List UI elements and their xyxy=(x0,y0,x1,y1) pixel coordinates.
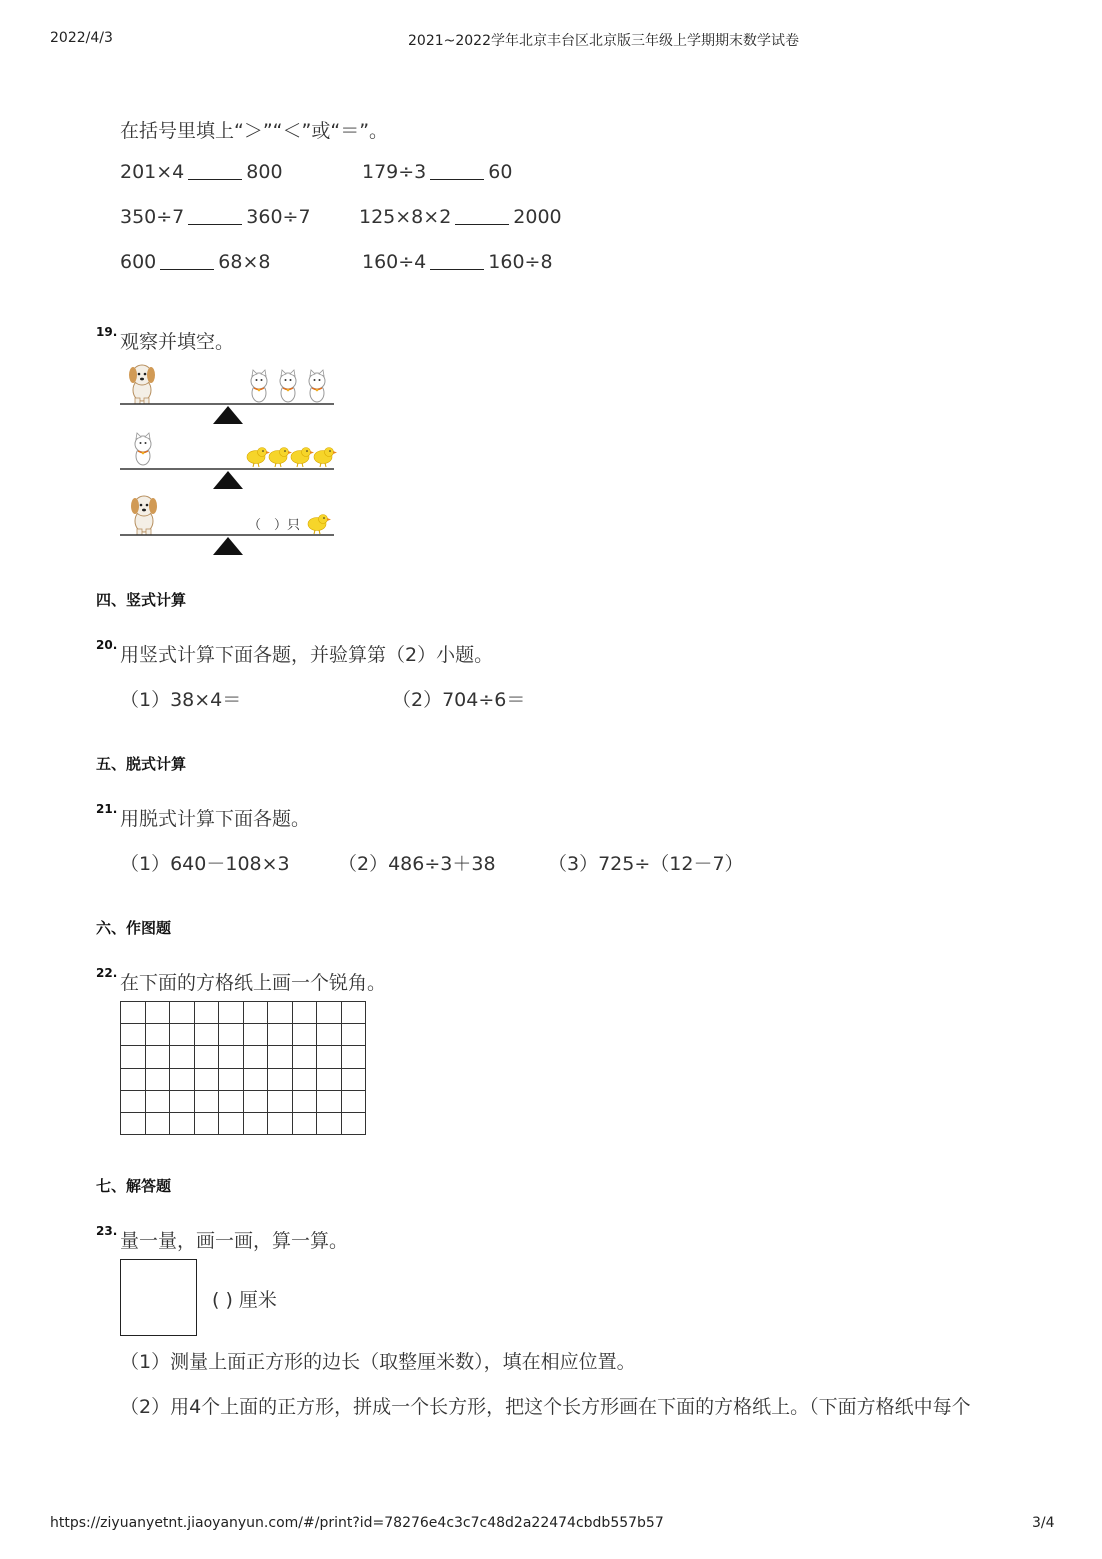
section-title: 五、脱式计算 xyxy=(96,755,187,773)
answer-blank[interactable] xyxy=(430,251,484,270)
compare-expr: 360÷7 xyxy=(246,206,311,228)
compare-row-2-right xyxy=(359,206,562,228)
compare-row-1-right xyxy=(362,161,512,183)
print-date: 2022/4/3 xyxy=(50,30,113,46)
compare-expr: 160÷4 xyxy=(362,251,427,273)
compare-expr: 350÷7 xyxy=(120,206,185,228)
compare-instruction: 在括号里填上“＞”“＜”或“＝”。 xyxy=(120,120,389,142)
question-number: 20. xyxy=(96,638,118,652)
compare-expr: 201×4 xyxy=(120,161,185,183)
compare-row-1-left xyxy=(120,161,283,183)
question-text: 用竖式计算下面各题，并验算第（2）小题。 xyxy=(120,644,494,666)
answer-blank[interactable] xyxy=(188,161,242,180)
question-number: 23. xyxy=(96,1224,118,1238)
grid-paper[interactable] xyxy=(120,1001,366,1135)
question-text: 用脱式计算下面各题。 xyxy=(120,808,311,830)
compare-expr: 179÷3 xyxy=(362,161,427,183)
document-title: 2021~2022学年北京丰台区北京版三年级上学期期末数学试卷 xyxy=(408,33,799,49)
question-text: 观察并填空。 xyxy=(120,331,235,353)
question-number: 22. xyxy=(96,966,118,980)
sub-question: （1）640－108×3 xyxy=(120,853,290,875)
compare-expr: 68×8 xyxy=(218,251,271,273)
length-answer-label: ( ) 厘米 xyxy=(212,1289,277,1311)
compare-row-3-right xyxy=(362,251,553,273)
section-title: 七、解答题 xyxy=(96,1177,172,1195)
compare-expr: 160÷8 xyxy=(488,251,553,273)
measure-square xyxy=(120,1259,197,1336)
sub-question: （3）725÷（12－7） xyxy=(548,853,744,875)
section-title: 四、竖式计算 xyxy=(96,591,187,609)
compare-row-2-left xyxy=(120,206,311,228)
question-text: 在下面的方格纸上画一个锐角。 xyxy=(120,972,387,994)
answer-blank[interactable] xyxy=(430,161,484,180)
sub-question: （1）38×4＝ xyxy=(120,689,242,711)
answer-blank[interactable] xyxy=(160,251,214,270)
sub-question: （2）用4个上面的正方形，拼成一个长方形，把这个长方形画在下面的方格纸上。（下面方格纸中每个 xyxy=(120,1396,971,1418)
page-url: https://ziyuanyetnt.jiaoyanyun.com/#/print?id=78276e4c3c7c48d2a22474cbdb557b57 xyxy=(50,1515,664,1531)
sub-question: （2）704÷6＝ xyxy=(392,689,526,711)
question-number: 21. xyxy=(96,802,118,816)
sub-question: （2）486÷3＋38 xyxy=(338,853,496,875)
compare-expr: 600 xyxy=(120,251,157,273)
compare-expr: 60 xyxy=(488,161,513,183)
page-number: 3/4 xyxy=(1032,1515,1055,1531)
balance-scales-figure xyxy=(118,355,340,560)
compare-row-3-left xyxy=(120,251,270,273)
compare-expr: 125×8×2 xyxy=(359,206,452,228)
answer-blank[interactable] xyxy=(188,206,242,225)
compare-expr: 800 xyxy=(246,161,283,183)
question-number: 19. xyxy=(96,325,118,339)
chick-count-blank: （ ）只 xyxy=(248,518,301,533)
section-title: 六、作图题 xyxy=(96,919,172,937)
answer-blank[interactable] xyxy=(455,206,509,225)
sub-question: （1）测量上面正方形的边长（取整厘米数），填在相应位置。 xyxy=(120,1351,636,1373)
compare-expr: 2000 xyxy=(513,206,562,228)
question-text: 量一量，画一画，算一算。 xyxy=(120,1230,349,1252)
